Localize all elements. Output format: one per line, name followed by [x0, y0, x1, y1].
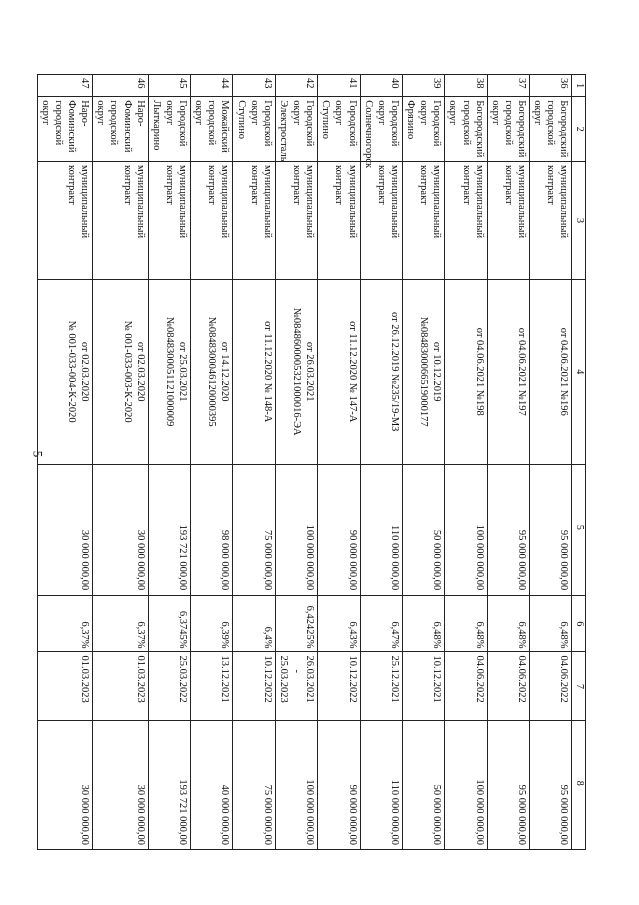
- table-row: [191, 75, 233, 850]
- row-contract-line: № 001-033-003-К-2020: [121, 320, 133, 423]
- row-date-line: 01.03.2023: [134, 655, 146, 703]
- row-doc-type: [93, 162, 149, 280]
- row-organization: [148, 97, 190, 162]
- row-amount: 30 000 000,00: [37, 464, 93, 596]
- row-doc-type: [403, 162, 445, 280]
- row-doc-type-line: контракт: [291, 165, 303, 205]
- row-date-line: 10.12.2021: [431, 655, 443, 703]
- row-organization-line: Богородский: [473, 100, 485, 158]
- row-date: [318, 652, 360, 721]
- row-date-line: -: [291, 669, 303, 673]
- row-doc-type-line: муниципальный: [261, 165, 273, 239]
- row-date-line: 25.03.2023: [278, 655, 289, 703]
- row-doc-type-line: муниципальный: [346, 165, 358, 239]
- row-date-line: 04.06.2022: [516, 655, 528, 703]
- table-row: [93, 75, 149, 850]
- table-row: [403, 75, 445, 850]
- row-date-line: 25.12.2021: [389, 655, 400, 703]
- row-organization-line: Лыткарино: [150, 100, 162, 151]
- row-contract-line: №0848300066519000177: [418, 316, 430, 427]
- row-contract: [403, 279, 445, 464]
- header-col-6: 6: [572, 596, 586, 652]
- row-sum: 40 000 000,00: [191, 721, 233, 850]
- row-doc-type-line: контракт: [66, 165, 78, 205]
- header-row: [572, 75, 586, 850]
- table-row: [318, 75, 360, 850]
- table-row: [233, 75, 275, 850]
- row-rate: 6,48%: [530, 596, 572, 652]
- row-organization-line: городской: [206, 100, 218, 146]
- row-contract: [530, 279, 572, 464]
- row-doc-type: [318, 162, 360, 280]
- row-amount: 50 000 000,00: [403, 464, 445, 596]
- row-doc-type-line: контракт: [375, 165, 387, 205]
- table-row: [487, 75, 529, 850]
- row-date: [530, 652, 572, 721]
- row-amount: 30 000 000,00: [93, 464, 149, 596]
- row-doc-type-line: муниципальный: [79, 165, 91, 239]
- row-organization-line: округ Ступино: [320, 100, 345, 139]
- row-organization-line: Солнечногорск: [362, 100, 374, 169]
- header-col-2: 2: [572, 97, 586, 162]
- row-date: [445, 652, 487, 721]
- row-date-line: 04.06.2022: [558, 655, 570, 703]
- header-col-1: 1: [572, 75, 586, 97]
- row-contract-line: от 11.12.2020 № 148-А: [261, 321, 273, 423]
- row-organization-line: Богородский: [558, 100, 570, 158]
- row-contract-line: №0848300046120000395: [206, 316, 218, 427]
- row-organization: [191, 97, 233, 162]
- row-contract: [487, 279, 529, 464]
- row-organization-line: округ: [164, 100, 175, 126]
- row-number: 39: [403, 75, 445, 97]
- row-rate: 6,48%: [445, 596, 487, 652]
- row-organization-line: Наро-: [79, 100, 91, 127]
- row-organization-line: Городской: [346, 100, 358, 147]
- row-contract-line: от 14.12.2020: [219, 341, 231, 402]
- row-date-line: 01.03.2023: [79, 655, 91, 703]
- row-contract: [275, 279, 317, 464]
- row-rate: 6,43%: [318, 596, 360, 652]
- row-date-line: 10.12.2022: [261, 655, 273, 703]
- row-sum: 100 000 000,00: [275, 721, 317, 850]
- row-date: [93, 652, 149, 721]
- row-organization-line: округ: [39, 100, 51, 126]
- row-organization: [445, 97, 487, 162]
- row-rate: 6,4%: [233, 596, 275, 652]
- row-organization-line: округ: [447, 100, 459, 126]
- row-amount: 90 000 000,00: [318, 464, 360, 596]
- row-organization-line: Электросталь: [278, 100, 289, 162]
- row-doc-type: [148, 162, 190, 280]
- row-date-line: 10.12.2022: [346, 655, 358, 703]
- row-number: 44: [191, 75, 233, 97]
- row-organization: [530, 97, 572, 162]
- row-doc-type: [487, 162, 529, 280]
- row-number: 37: [487, 75, 529, 97]
- row-sum: 193 721 000,00: [148, 721, 190, 850]
- row-rate: 6,48%: [487, 596, 529, 652]
- table-row: [445, 75, 487, 850]
- row-rate: 6,48%: [403, 596, 445, 652]
- row-doc-type-line: муниципальный: [389, 165, 400, 239]
- row-number: 41: [318, 75, 360, 97]
- row-contract: [148, 279, 190, 464]
- row-amount: 100 000 000,00: [445, 464, 487, 596]
- row-amount: 98 000 000,00: [191, 464, 233, 596]
- row-amount: 75 000 000,00: [233, 464, 275, 596]
- row-rate: 6,37%: [93, 596, 149, 652]
- row-organization: [233, 97, 275, 162]
- row-date-line: 25.03.2022: [177, 655, 189, 703]
- row-organization-line: Наро-: [134, 100, 146, 127]
- row-number: 42: [275, 75, 317, 97]
- row-organization-line: Богородский: [516, 100, 528, 158]
- row-organization-line: городской: [108, 100, 120, 146]
- header-col-5: 5: [572, 464, 586, 596]
- row-doc-type-line: муниципальный: [473, 165, 485, 239]
- page-number: 5: [30, 450, 46, 458]
- row-date: [275, 652, 317, 721]
- row-date: [487, 652, 529, 721]
- row-organization: [487, 97, 529, 162]
- row-sum: 90 000 000,00: [318, 721, 360, 850]
- row-organization: [37, 97, 93, 162]
- row-contract-line: от 26.03.2021: [304, 341, 316, 402]
- row-sum: 30 000 000,00: [93, 721, 149, 850]
- row-date: [360, 652, 402, 721]
- table-row: [530, 75, 572, 850]
- row-contract: [191, 279, 233, 464]
- row-contract-line: №0848600005321000016-ЭА: [291, 307, 303, 436]
- row-organization-line: Городской: [177, 100, 189, 147]
- row-doc-type-line: контракт: [206, 165, 218, 205]
- row-organization: [360, 97, 402, 169]
- row-contract-line: № 001-033-004-К-2020: [66, 320, 78, 423]
- row-organization-line: округ: [193, 100, 205, 126]
- row-doc-type-line: муниципальный: [134, 165, 146, 239]
- row-sum: 50 000 000,00: [403, 721, 445, 850]
- row-organization-line: округ: [291, 100, 303, 126]
- row-rate: 6,39%: [191, 596, 233, 652]
- row-amount: 110 000 000,00: [360, 464, 402, 596]
- row-date-line: 13.12.2021: [219, 655, 231, 703]
- row-doc-type: [275, 162, 317, 280]
- row-contract: [233, 279, 275, 464]
- row-doc-type-line: контракт: [248, 165, 260, 205]
- row-organization-line: городской: [503, 100, 514, 146]
- row-organization: [318, 97, 360, 162]
- row-rate: 6,37%: [37, 596, 93, 652]
- row-date: [233, 652, 275, 721]
- row-number: 38: [445, 75, 487, 97]
- row-date: [191, 652, 233, 721]
- row-doc-type-line: контракт: [121, 165, 133, 205]
- row-doc-type-line: контракт: [545, 165, 557, 205]
- row-rate: 6,3745%: [148, 596, 190, 652]
- row-number: 40: [360, 75, 402, 97]
- table-row: [360, 75, 402, 850]
- table-row: [148, 75, 190, 850]
- row-organization-line: Городской: [304, 100, 316, 147]
- row-organization-line: Фоминский: [121, 100, 133, 153]
- row-contract: [445, 279, 487, 464]
- row-date: [37, 652, 93, 721]
- row-organization-line: Городской: [431, 100, 443, 147]
- row-organization-line: округ Ступино: [235, 100, 260, 139]
- row-number: 45: [148, 75, 190, 97]
- debt-table: [37, 74, 586, 850]
- row-rate: 6,47%: [360, 596, 402, 652]
- row-rate: 6,42425%: [275, 596, 317, 652]
- row-sum: 95 000 000,00: [487, 721, 529, 850]
- row-organization-line: городской: [53, 100, 64, 146]
- row-contract-line: от 04.06.2021 №198: [473, 327, 485, 416]
- row-doc-type-line: контракт: [460, 165, 472, 205]
- row-date-line: 04.06.2022: [473, 655, 485, 703]
- row-sum: 100 000 000,00: [445, 721, 487, 850]
- row-contract: [93, 279, 149, 464]
- table-row: [37, 75, 93, 850]
- row-doc-type-line: муниципальный: [516, 165, 528, 239]
- row-organization-line: округ: [532, 100, 544, 126]
- row-organization: [93, 97, 149, 162]
- row-doc-type-line: муниципальный: [558, 165, 570, 239]
- header-col-8: 8: [572, 721, 586, 850]
- row-organization-line: округ Фрязино: [405, 100, 430, 140]
- row-number: 46: [93, 75, 149, 97]
- row-doc-type-line: муниципальный: [219, 165, 231, 239]
- row-organization-line: Фоминский: [66, 100, 78, 153]
- table-row: [275, 75, 317, 850]
- header-col-7: 7: [572, 652, 586, 721]
- row-doc-type: [191, 162, 233, 280]
- row-organization-line: городской: [545, 100, 557, 146]
- row-contract-line: от 04.06.2021 №197: [516, 327, 528, 416]
- row-contract-line: от 11.12.2020 № 147-А: [346, 321, 358, 423]
- row-organization-line: округ: [375, 100, 387, 126]
- row-date: [403, 652, 445, 721]
- row-number: 36: [530, 75, 572, 97]
- row-organization-line: городской: [460, 100, 472, 146]
- row-organization-line: Городской: [389, 100, 400, 147]
- row-doc-type: [233, 162, 275, 280]
- row-number: 43: [233, 75, 275, 97]
- row-doc-type-line: контракт: [503, 165, 514, 205]
- row-contract: [318, 279, 360, 464]
- row-sum: 75 000 000,00: [233, 721, 275, 850]
- row-sum: 30 000 000,00: [37, 721, 93, 850]
- row-doc-type-line: муниципальный: [304, 165, 316, 239]
- row-doc-type-line: контракт: [418, 165, 430, 205]
- row-contract-line: от 04.06.2021 №196: [558, 327, 570, 416]
- header-col-3: 3: [572, 162, 586, 280]
- row-date: [148, 652, 190, 721]
- row-organization: [403, 97, 445, 162]
- row-contract-line: от 10.12.2019: [431, 341, 443, 402]
- row-organization-line: округ: [95, 100, 107, 126]
- row-contract-line: №0848300051121000009: [164, 317, 175, 427]
- row-organization-line: Можайский: [219, 100, 231, 153]
- row-doc-type: [37, 162, 93, 280]
- row-doc-type: [445, 162, 487, 280]
- row-contract: [360, 279, 402, 464]
- row-sum: 110 000 000,00: [360, 721, 402, 850]
- row-doc-type-line: муниципальный: [177, 165, 189, 239]
- row-doc-type: [530, 162, 572, 280]
- row-doc-type-line: муниципальный: [431, 165, 443, 239]
- row-amount: 95 000 000,00: [487, 464, 529, 596]
- row-doc-type-line: контракт: [333, 165, 345, 205]
- row-organization: [275, 97, 317, 162]
- rotated-table-container: [39, 74, 586, 850]
- row-organization-line: Городской: [261, 100, 273, 147]
- row-contract-line: от 02.03.2020: [79, 341, 91, 402]
- row-contract-line: от 02.03.2020: [134, 341, 146, 402]
- row-doc-type: [360, 162, 402, 280]
- row-amount: 193 721 000,00: [148, 464, 190, 596]
- header-col-4: 4: [572, 279, 586, 464]
- row-contract-line: от 26.12.2019 №235/19-МЗ: [389, 311, 400, 432]
- row-contract: [37, 279, 93, 464]
- row-amount: 95 000 000,00: [530, 464, 572, 596]
- row-number: 47: [37, 75, 93, 97]
- row-amount: 100 000 000,00: [275, 464, 317, 596]
- row-sum: 95 000 000,00: [530, 721, 572, 850]
- row-doc-type-line: контракт: [164, 165, 175, 205]
- row-date-line: 26.03.2021: [304, 655, 316, 703]
- table-body: [37, 75, 572, 850]
- row-organization-line: округ: [489, 100, 501, 126]
- row-contract-line: от 25.03.2021: [177, 341, 189, 402]
